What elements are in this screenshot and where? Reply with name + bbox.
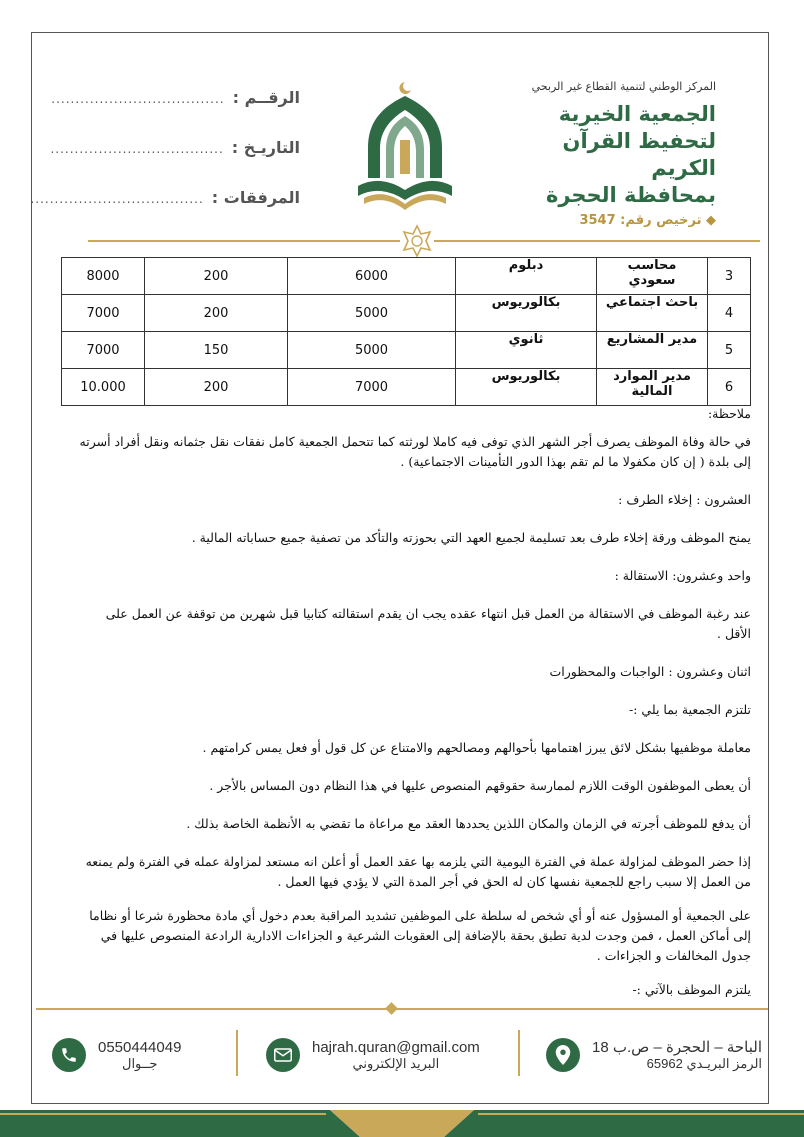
cell-no: 4 [708, 295, 751, 332]
footer-email [266, 1030, 480, 1080]
table-row [62, 295, 751, 332]
star-ornament-icon [400, 224, 434, 258]
cell-degree: بكالوريوس [456, 295, 597, 332]
license: ◆ ترخيص رقم: 3547 [579, 213, 716, 228]
cell-total: 7000 [62, 295, 145, 332]
cell-job: محاسب سعودي [597, 258, 708, 295]
cell-allowance: 200 [145, 295, 288, 332]
org-line-2: لتحفيظ القرآن الكريم [562, 129, 716, 180]
cell-degree: دبلوم [456, 258, 597, 295]
reference-fields [30, 88, 300, 238]
ref-date-dots: .................................... [50, 142, 224, 156]
org-parent-center: المركز الوطني لتنمية القطاع غير الربحي [531, 80, 716, 93]
footer-address [546, 1030, 762, 1080]
phone-icon [52, 1038, 86, 1072]
salary-table [61, 257, 751, 406]
phone-label: جــوال [122, 1055, 158, 1071]
document-body [76, 404, 751, 1000]
paragraph: عند رغبة الموظف في الاستقالة من العمل قبل انتهاء عقده يجب ان يقدم استقالته كتابيا قبل شهرين من توقفة عن العمل على الأقل . [105, 606, 751, 641]
ref-number-row [51, 88, 300, 138]
paragraph: إذا حضر الموظف لمزاولة عملة في الفترة اليومية التي يلزمه بها عقد العمل أو أعلن انه مستعد لمزاولة عمله في الفترة ولم يمنعه من العمل إلا سبب راجع للجمعية نفسها كان له الحق في أجر المدة التي لا يؤدي فيها العمل . [85, 854, 751, 889]
mosque-book-logo-icon [350, 78, 460, 218]
location-icon [546, 1038, 580, 1072]
organization-name [506, 80, 716, 228]
ref-date-label: التاريـخ : [231, 138, 300, 157]
table-row [62, 369, 751, 406]
cell-salary: 7000 [288, 369, 456, 406]
section-heading: العشرون : إخلاء الطرف : [618, 492, 751, 507]
cell-no: 6 [708, 369, 751, 406]
ref-date-row [50, 138, 300, 188]
cell-allowance: 200 [145, 258, 288, 295]
cell-salary: 6000 [288, 258, 456, 295]
mail-icon [266, 1038, 300, 1072]
cell-salary: 5000 [288, 295, 456, 332]
cell-degree: ثانوي [456, 332, 597, 369]
paragraph: في حالة وفاة الموظف يصرف أجر الشهر الذي توفى فيه كاملا لورثته كما تتحمل الجمعية كامل نفقات نقل جثمانه ونقل أفراد أسرته إلى بلدة ( إن كان مكفولا ما لم تقم بهذا الدور التأمينات الاجتماعية) . [79, 434, 751, 469]
paragraph: يمنح الموظف ورقة إخلاء طرف بعد تسليمة لجميع العهد التي بحوزته والتأكد من تصفية جميع حساباته المالية . [191, 530, 751, 545]
paragraph: أن يعطى الموظفون الوقت اللازم لممارسة حقوقهم المنصوص عليها في هذا النظام دون المساس بالأجر . [209, 778, 751, 793]
cell-no: 3 [708, 258, 751, 295]
table-row [62, 258, 751, 295]
postal-code: الرمز البريـدي 65962 [646, 1056, 763, 1071]
org-line-1: الجمعية الخيرية [558, 102, 716, 126]
email-label: البريد الإلكتروني [352, 1055, 440, 1071]
ref-attachments-label: المرفقات : [211, 188, 300, 207]
address-text: الباحة – الحجرة – ص.ب 18 [592, 1039, 763, 1056]
license-number: 3547 [579, 213, 616, 228]
cell-job: باحث اجتماعي [597, 295, 708, 332]
footer-separator [236, 1030, 238, 1076]
cell-total: 10.000 [62, 369, 145, 406]
email-address: hajrah.quran@gmail.com [312, 1038, 480, 1056]
paragraph: تلتزم الجمعية بما يلي :- [629, 702, 751, 717]
cell-job: مدير الموارد المالية [597, 369, 708, 406]
cell-job: مدير المشاريع [597, 332, 708, 369]
license-label: ترخيص رقم: [620, 213, 702, 228]
section-heading: اثنان وعشرون : الواجبات والمحظورات [549, 664, 751, 679]
paragraph: على الجمعية أو المسؤول عنه أو أي شخص له سلطة على الموظفين تشديد المراقبة بعدم دخول أي مادة محظورة شرعا أو نظاما إلى أماكن العمل ، فمن وجدت لدية تطبق بحقة بالإضافة إلى العقوبات الشرعية و الجزاءات الادارية الرادعة المنصوص عليها في جدول المخالفات و الجزاءات . [89, 908, 751, 963]
footer-phone [52, 1030, 181, 1080]
paragraph: معاملة موظفيها بشكل لائق يبرز اهتمامها بأحوالهم ومصالحهم والامتناع عن كل قول أو فعل يمس كرامتهم . [202, 740, 751, 755]
org-line-3: بمحافظة الحجرة [545, 183, 716, 207]
cell-total: 7000 [62, 332, 145, 369]
cell-degree: بكالوريوس [456, 369, 597, 406]
footer-divider [36, 1008, 768, 1010]
phone-number: 0550444049 [98, 1038, 182, 1056]
note-heading: ملاحظة: [707, 406, 751, 421]
table-row [62, 332, 751, 369]
cell-allowance: 150 [145, 332, 288, 369]
cell-salary: 5000 [288, 332, 456, 369]
ref-number-label: الرقــم : [232, 88, 300, 107]
paragraph: يلتزم الموظف بالآتي :- [632, 982, 751, 997]
ref-attachments-row [30, 188, 300, 238]
ref-number-dots: .................................... [51, 92, 225, 106]
footer-band [0, 1104, 804, 1137]
ref-attachments-dots: .................................... [30, 192, 204, 206]
cell-total: 8000 [62, 258, 145, 295]
paragraph: أن يدفع للموظف أجرته في الزمان والمكان اللذين يحددها العقد مع مراعاة ما تقضي به الأنظمة الخاصة بذلك . [186, 816, 751, 831]
footer-separator [518, 1030, 520, 1076]
cell-allowance: 200 [145, 369, 288, 406]
section-heading: واحد وعشرون: الاستقالة : [614, 568, 751, 583]
cell-no: 5 [708, 332, 751, 369]
